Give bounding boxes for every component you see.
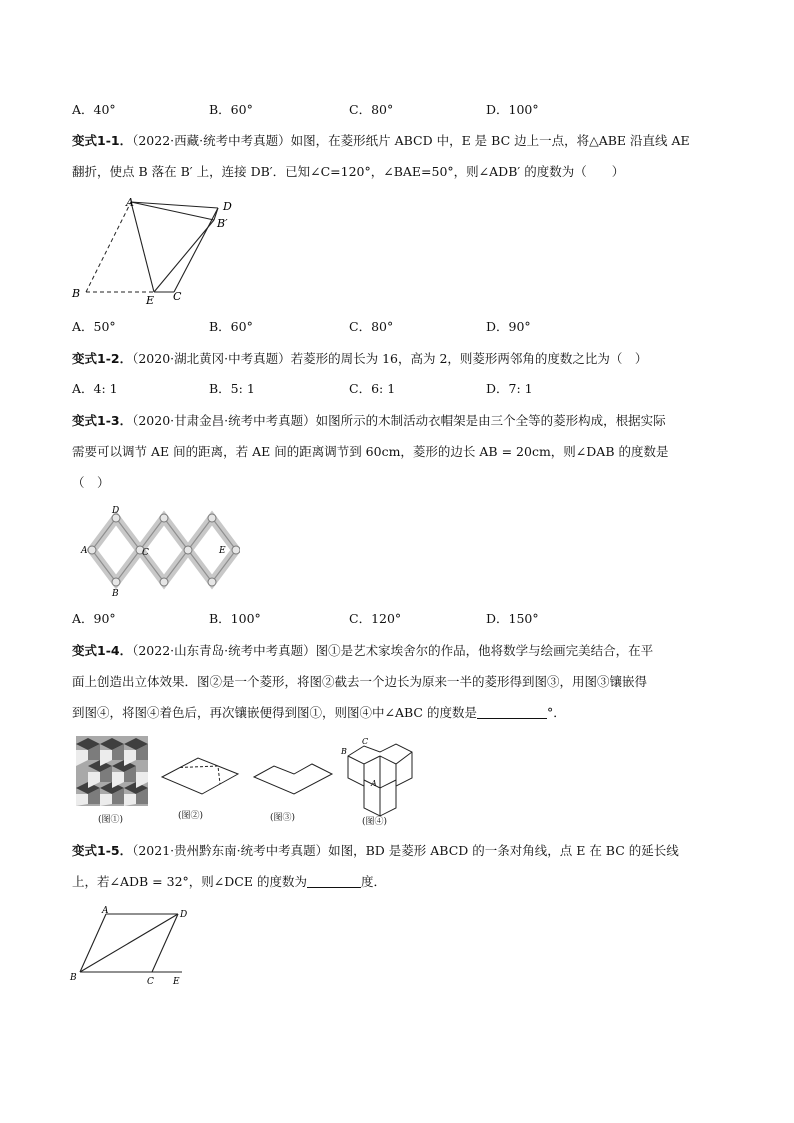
label-B: B: [112, 589, 119, 599]
q1-5-text1: （2021·贵州黔东南·统考中考真题）如图，BD 是菱形 ABCD 的一条对角线，点 E 在 BC 的延长线: [132, 843, 679, 858]
q1-3-title: 变式1-3．: [72, 413, 133, 428]
label-D: D: [223, 200, 232, 213]
label-A: A: [126, 196, 134, 209]
label-A: A: [102, 906, 109, 916]
caption-fig4: (图④): [362, 817, 388, 827]
option-d: D．100°: [486, 102, 539, 117]
edge-cd: [152, 914, 178, 972]
q1-4-title: 变式1-4．: [72, 643, 133, 658]
l-shape-figure-3: [250, 752, 336, 802]
q1-1-line2: 翻折，使点 B 落在 B′ 上，连接 DB′．已知∠C=120°，∠BAE=50°，则∠ADB′ 的度数为（ ）: [72, 164, 625, 179]
diagonal-bd: [80, 914, 178, 972]
rhombus-figure-2: [158, 752, 242, 802]
q1-1-line1: [72, 132, 690, 150]
q1-3-line3: （ ）: [72, 475, 110, 490]
q1-2-options: [72, 380, 692, 398]
edge-eb-prime: [154, 220, 214, 292]
label-E: E: [173, 977, 180, 987]
edge-ae: [131, 202, 154, 292]
dashed-ab: [86, 202, 131, 292]
caption-fig1: (图①): [98, 815, 124, 825]
option-d: D．150°: [486, 611, 539, 626]
option-b: B．5: 1: [209, 381, 255, 396]
label-E: E: [146, 294, 155, 307]
q1-3-line1: [72, 412, 666, 430]
option-b: B．100°: [209, 611, 261, 626]
option-d: D．90°: [486, 319, 531, 334]
rhombus-diagonal-figure: [66, 902, 196, 990]
option-a: A．50°: [72, 319, 116, 334]
q1-4-line1: [72, 642, 653, 660]
escher-tessellation-image: [76, 736, 148, 806]
label-C: C: [362, 738, 369, 746]
caption-fig3: (图③): [270, 813, 296, 823]
answer-blank[interactable]: [307, 874, 361, 888]
option-c: C．6: 1: [349, 381, 396, 396]
q1-1-title: 变式1-1．: [72, 133, 133, 148]
q1-5-title: 变式1-5．: [72, 843, 133, 858]
option-a: A．90°: [72, 611, 116, 626]
q1-5-text2-end: 度．: [360, 874, 386, 889]
label-B-prime: B′: [217, 217, 228, 230]
rhombus-fold-figure: [66, 196, 246, 308]
label-B: B: [70, 973, 77, 983]
q1-4-text3-end: °．: [546, 705, 566, 720]
label-B: B: [341, 747, 347, 756]
q1-4-line2: 面上创造出立体效果．图②是一个菱形，将图②截去一个边长为原来一半的菱形得到图③，用图③镶嵌得: [72, 674, 648, 689]
option-c: C．80°: [349, 319, 394, 334]
option-a: A．4: 1: [72, 381, 118, 396]
label-B: B: [72, 287, 81, 300]
option-c: C．80°: [349, 102, 394, 117]
label-A: A: [371, 779, 377, 788]
label-C: C: [173, 290, 182, 303]
q1-5-line1: [72, 842, 679, 860]
label-A: A: [81, 546, 88, 556]
label-D: D: [180, 910, 188, 920]
q1-4-text1: （2022·山东青岛·统考中考真题）图①是艺术家埃舍尔的作品，他将数学与绘画完美结合，在平: [132, 643, 654, 658]
q1-4-text3: 到图④，将图④着色后，再次镶嵌便得到图①，则图④中∠ABC 的度数是: [72, 705, 477, 720]
q1-3-line2: 需要可以调节 AE 间的距离，若 AE 间的距离调节到 60cm，菱形的边长 AB = 20cm，则∠DAB 的度数是: [72, 444, 669, 459]
q1-5-text2: 上，若∠ADB = 32°，则∠DCE 的度数为: [72, 874, 307, 889]
coat-rack-figure: [76, 506, 240, 600]
q1-2-text1: （2020·湖北黄冈·中考真题）若菱形的周长为 16，高为 2，则菱形两邻角的度数之比为（ ）: [132, 351, 648, 366]
label-C: C: [142, 548, 149, 558]
edge-ab: [80, 914, 106, 972]
answer-blank[interactable]: [477, 705, 547, 719]
q1-3-text1: （2020·甘肃金昌·统考中考真题）如图所示的木制活动衣帽架是由三个全等的菱形构成，根据实际: [132, 413, 666, 428]
option-a: A．40°: [72, 102, 116, 117]
option-b: B．60°: [209, 319, 253, 334]
q1-1-text1: （2022·西藏·统考中考真题）如图，在菱形纸片 ABCD 中，E 是 BC 边上一点，将△ABE 沿直线 AE: [132, 133, 690, 148]
q1-1-options: [72, 318, 692, 336]
q1-4-line3: [72, 704, 566, 722]
q1-2-title: 变式1-2．: [72, 351, 133, 366]
q1-3-options: [72, 610, 692, 628]
q1-2-line1: [72, 350, 647, 368]
q0-options: [72, 101, 692, 119]
tessellated-cube-figure-4: [338, 738, 418, 818]
edge-cd: [174, 208, 218, 292]
q1-5-line2: [72, 873, 386, 891]
label-D: D: [112, 506, 120, 516]
label-C: C: [147, 977, 154, 987]
caption-fig2: (图②): [178, 811, 204, 821]
option-b: B．60°: [209, 102, 253, 117]
label-E: E: [219, 546, 226, 556]
option-c: C．120°: [349, 611, 402, 626]
option-d: D．7: 1: [486, 381, 533, 396]
